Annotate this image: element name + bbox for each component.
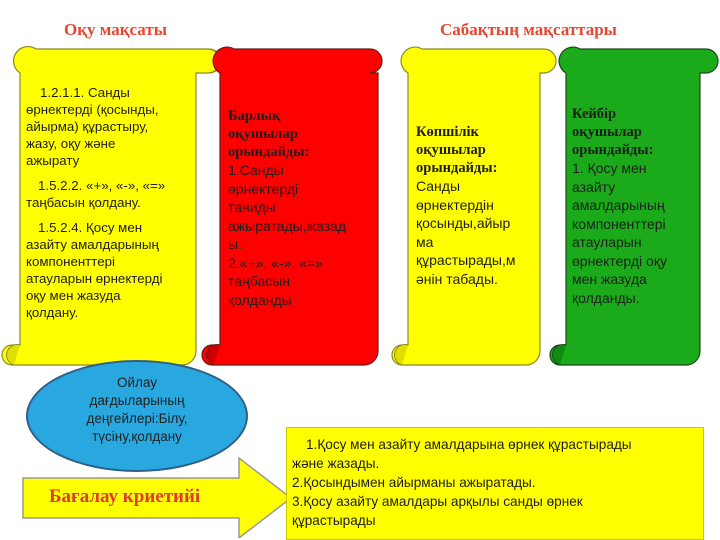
some-students-line: атауларын: [572, 234, 642, 250]
objective-line: азайту амалдарының: [26, 237, 159, 252]
some-students-scroll: [548, 45, 720, 373]
some-students-line: компоненттері: [572, 215, 666, 232]
objective-line: айырма) құрастыру,: [26, 119, 149, 134]
assessment-criteria-text: [292, 435, 697, 530]
learning-objective-text: [26, 84, 194, 321]
criteria-line: құрастырады: [292, 513, 376, 528]
objective-line: 1.5.2.4. Қосу мен: [38, 220, 143, 235]
some-students-line: амалдарының: [572, 197, 665, 213]
some-students-title: Кейбір: [572, 106, 617, 122]
objective-line: ажырату: [26, 153, 80, 168]
most-students-title: Көпшілік: [416, 124, 479, 140]
some-students-line: 1. Қосу мен: [572, 160, 647, 176]
objective-line: оқу мен жазуда: [26, 288, 121, 303]
most-students-title: орындайды:: [416, 160, 498, 176]
thinking-line: түсіну,қолдану: [92, 429, 182, 444]
most-students-scroll: [390, 45, 558, 373]
all-students-scroll: [200, 45, 386, 373]
thinking-line: дағдыларының: [89, 393, 185, 408]
all-students-line: 2.«+», «-», «=»: [228, 254, 323, 271]
all-students-title: орындайды:: [228, 144, 310, 160]
all-students-line: таниды: [228, 199, 276, 215]
objective-line: 1.5.2.2. «+», «-», «=»: [38, 178, 166, 193]
thinking-line: Ойлау: [116, 375, 158, 390]
learning-objective-scroll: [0, 45, 224, 373]
assessment-criteria-box: [286, 427, 704, 540]
assessment-arrow: [21, 456, 293, 538]
all-students-line: өрнектерді: [228, 180, 299, 197]
all-students-line: 1.Санды: [228, 162, 284, 178]
objective-line: өрнектерді (қосынды,: [26, 102, 159, 117]
most-students-text: [416, 123, 544, 288]
all-students-text: [228, 107, 378, 309]
all-students-title: оқушылар: [228, 126, 298, 142]
objective-line: компоненттері: [26, 254, 115, 269]
objective-line: атауларын өрнектерді: [26, 271, 163, 286]
some-students-line: өрнектерді оқу: [572, 252, 667, 269]
criteria-line: 2.Қосындымен айырманы ажыратады.: [292, 475, 536, 490]
some-students-line: мен жазуда: [572, 271, 647, 287]
all-students-line: ы.: [228, 236, 242, 252]
lesson-objectives-heading: Сабақтың мақсаттары: [440, 20, 617, 39]
objective-line: жазу, оқу және: [26, 136, 116, 151]
assessment-arrow-label: Бағалау криетийі: [49, 486, 201, 507]
all-students-line: таңбасын: [228, 273, 291, 289]
most-students-line: өрнектердін: [416, 196, 494, 213]
criteria-line: және жазады.: [292, 456, 380, 471]
thinking-line: деңгейлері:Білу,: [86, 411, 188, 426]
thinking-levels-text: [28, 374, 246, 446]
some-students-line: азайту: [572, 178, 616, 195]
most-students-line: ма: [416, 233, 434, 250]
all-students-line: қолданды: [228, 291, 292, 308]
most-students-line: әнін табады.: [416, 270, 498, 287]
learning-objective-heading: Оқу мақсаты: [64, 20, 167, 39]
all-students-title: Барлық: [228, 108, 281, 124]
objective-line: 1.2.1.1. Санды: [40, 85, 130, 100]
objective-line: қолдану.: [26, 305, 79, 320]
some-students-title: оқушылар: [572, 124, 642, 140]
objective-line: таңбасын қолдану.: [26, 195, 141, 210]
most-students-line: құрастырады,м: [416, 252, 516, 268]
some-students-text: [572, 105, 708, 307]
most-students-line: қосынды,айыр: [416, 215, 511, 231]
some-students-line: қолданды.: [572, 289, 640, 306]
criteria-line: 3.Қосу азайту амалдары арқылы санды өрнек: [292, 494, 583, 509]
most-students-line: Санды: [416, 178, 461, 194]
most-students-title: оқушылар: [416, 142, 486, 158]
some-students-title: орындайды:: [572, 142, 654, 158]
criteria-line: 1.Қосу мен азайту амалдарына өрнек құрастырады: [306, 437, 632, 452]
all-students-line: ажыратады,жазад: [228, 217, 347, 234]
